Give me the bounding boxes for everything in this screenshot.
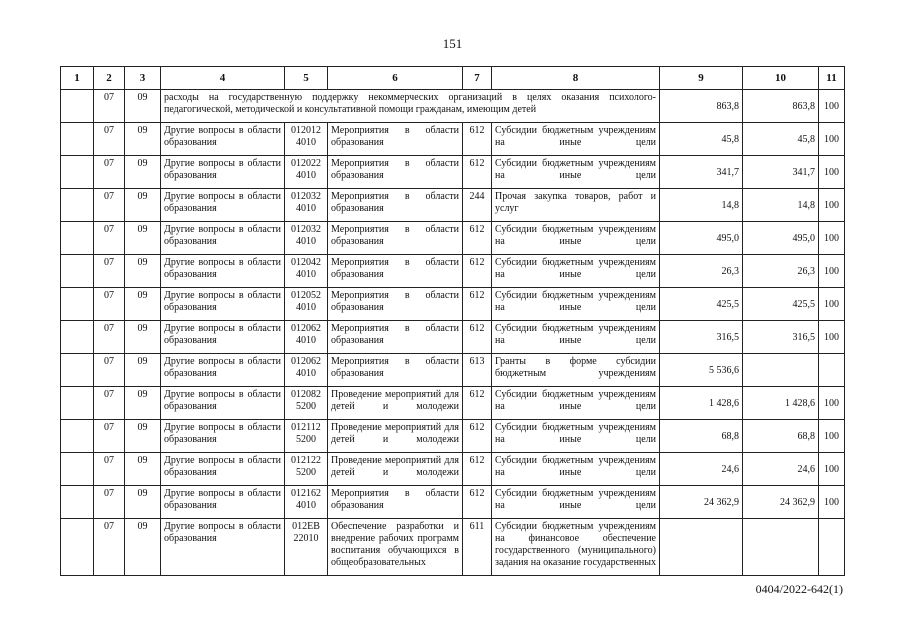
cell-c5-line2: 4010 bbox=[296, 302, 316, 313]
cell-c5 bbox=[285, 288, 328, 321]
cell-c5 bbox=[285, 354, 328, 387]
header-col-4: 4 bbox=[161, 67, 285, 90]
cell-c5-line1: 012112 bbox=[291, 422, 321, 433]
cell-c1 bbox=[61, 288, 94, 321]
cell-c1 bbox=[61, 387, 94, 420]
cell-c2: 07 bbox=[94, 519, 125, 576]
cell-c2: 07 bbox=[94, 156, 125, 189]
cell-c10: 495,0 bbox=[743, 222, 819, 255]
cell-c5 bbox=[285, 255, 328, 288]
cell-c9: 341,7 bbox=[660, 156, 743, 189]
cell-c1 bbox=[61, 321, 94, 354]
cell-c10 bbox=[743, 519, 819, 576]
cell-c9: 14,8 bbox=[660, 189, 743, 222]
header-col-5: 5 bbox=[285, 67, 328, 90]
cell-c3: 09 bbox=[125, 387, 161, 420]
cell-c6: Мероприятия в области образования bbox=[328, 288, 463, 321]
cell-c8: Субсидии бюджетным учреждениям на иные цели bbox=[492, 156, 660, 189]
cell-c2: 07 bbox=[94, 387, 125, 420]
cell-c8: Субсидии бюджетным учреждениям на иные цели bbox=[492, 486, 660, 519]
table-row bbox=[61, 123, 845, 156]
cell-c10: 24 362,9 bbox=[743, 486, 819, 519]
table-row bbox=[61, 420, 845, 453]
cell-c11 bbox=[819, 519, 845, 576]
cell-c2: 07 bbox=[94, 123, 125, 156]
cell-c6: Мероприятия в области образования bbox=[328, 222, 463, 255]
header-col-7: 7 bbox=[463, 67, 492, 90]
cell-c5 bbox=[285, 222, 328, 255]
cell-c4: Другие вопросы в области образования bbox=[161, 255, 285, 288]
cell-c3: 09 bbox=[125, 189, 161, 222]
cell-c2: 07 bbox=[94, 486, 125, 519]
cell-c3: 09 bbox=[125, 255, 161, 288]
cell-c9: 45,8 bbox=[660, 123, 743, 156]
cell-c11: 100 bbox=[819, 453, 845, 486]
cell-c6: Обеспечение разработки и внедрение рабочих программ воспитания обучающихся в общеобразовательных bbox=[328, 519, 463, 576]
cell-c6: Мероприятия в области образования bbox=[328, 156, 463, 189]
header-col-9: 9 bbox=[660, 67, 743, 90]
cell-c2: 07 bbox=[94, 189, 125, 222]
table-row bbox=[61, 354, 845, 387]
cell-c10: 14,8 bbox=[743, 189, 819, 222]
cell-c5 bbox=[285, 387, 328, 420]
cell-c7: 612 bbox=[463, 255, 492, 288]
cell-c1 bbox=[61, 420, 94, 453]
cell-c3: 09 bbox=[125, 453, 161, 486]
cell-c5-line1: 012122 bbox=[291, 455, 321, 466]
cell-c11: 100 bbox=[819, 486, 845, 519]
cell-c5-line2: 5200 bbox=[296, 434, 316, 445]
cell-c6: Мероприятия в области образования bbox=[328, 189, 463, 222]
cell-c10: 45,8 bbox=[743, 123, 819, 156]
cell-c2: 07 bbox=[94, 420, 125, 453]
cell-c6: Проведение мероприятий для детей и молодежи bbox=[328, 420, 463, 453]
table-row bbox=[61, 453, 845, 486]
cell-c5-line2: 4010 bbox=[296, 335, 316, 346]
table-row bbox=[61, 222, 845, 255]
cell-c11: 100 bbox=[819, 222, 845, 255]
cell-c2: 07 bbox=[94, 90, 125, 123]
cell-c4: Другие вопросы в области образования bbox=[161, 123, 285, 156]
cell-c5 bbox=[285, 189, 328, 222]
table-row bbox=[61, 288, 845, 321]
cell-c10: 863,8 bbox=[743, 90, 819, 123]
cell-c3: 09 bbox=[125, 222, 161, 255]
cell-c9: 495,0 bbox=[660, 222, 743, 255]
cell-c8: Субсидии бюджетным учреждениям на иные цели bbox=[492, 123, 660, 156]
table-row bbox=[61, 156, 845, 189]
cell-c8: Субсидии бюджетным учреждениям на иные цели bbox=[492, 321, 660, 354]
cell-c1 bbox=[61, 519, 94, 576]
budget-table bbox=[60, 66, 845, 576]
cell-c5-line2: 4010 bbox=[296, 137, 316, 148]
cell-c11: 100 bbox=[819, 189, 845, 222]
cell-c5-line2: 4010 bbox=[296, 203, 316, 214]
cell-c4: Другие вопросы в области образования bbox=[161, 321, 285, 354]
cell-c1 bbox=[61, 222, 94, 255]
cell-c4: Другие вопросы в области образования bbox=[161, 387, 285, 420]
header-col-1: 1 bbox=[61, 67, 94, 90]
cell-c5 bbox=[285, 321, 328, 354]
cell-c1 bbox=[61, 453, 94, 486]
cell-c9 bbox=[660, 519, 743, 576]
cell-c9: 863,8 bbox=[660, 90, 743, 123]
cell-c4: Другие вопросы в области образования bbox=[161, 222, 285, 255]
cell-c5 bbox=[285, 486, 328, 519]
cell-c5-line1: 012042 bbox=[291, 257, 321, 268]
cell-c6: Проведение мероприятий для детей и молодежи bbox=[328, 453, 463, 486]
cell-c3: 09 bbox=[125, 354, 161, 387]
cell-c6: Мероприятия в области образования bbox=[328, 123, 463, 156]
cell-c10: 24,6 bbox=[743, 453, 819, 486]
cell-c6: Мероприятия в области образования bbox=[328, 486, 463, 519]
cell-c2: 07 bbox=[94, 354, 125, 387]
cell-c4: Другие вопросы в области образования bbox=[161, 420, 285, 453]
cell-c1 bbox=[61, 189, 94, 222]
cell-c10: 1 428,6 bbox=[743, 387, 819, 420]
header-col-6: 6 bbox=[328, 67, 463, 90]
cell-c8: Субсидии бюджетным учреждениям на иные цели bbox=[492, 453, 660, 486]
cell-c7: 612 bbox=[463, 222, 492, 255]
cell-c5-line1: 012052 bbox=[291, 290, 321, 301]
cell-c6: Мероприятия в области образования bbox=[328, 354, 463, 387]
cell-c2: 07 bbox=[94, 321, 125, 354]
cell-c9: 24,6 bbox=[660, 453, 743, 486]
cell-c5-line1: 012EB bbox=[292, 521, 320, 532]
cell-c3: 09 bbox=[125, 321, 161, 354]
cell-c7: 612 bbox=[463, 156, 492, 189]
cell-c5-line1: 012012 bbox=[291, 125, 321, 136]
cell-c5-line2: 22010 bbox=[293, 533, 319, 544]
header-col-3: 3 bbox=[125, 67, 161, 90]
cell-c11: 100 bbox=[819, 255, 845, 288]
cell-c7: 611 bbox=[463, 519, 492, 576]
header-col-10: 10 bbox=[743, 67, 819, 90]
cell-c10 bbox=[743, 354, 819, 387]
cell-c5-line1: 012032 bbox=[291, 224, 321, 235]
cell-c7: 612 bbox=[463, 288, 492, 321]
cell-c5 bbox=[285, 123, 328, 156]
cell-c9: 425,5 bbox=[660, 288, 743, 321]
cell-c1 bbox=[61, 255, 94, 288]
cell-c11: 100 bbox=[819, 123, 845, 156]
cell-c4: Другие вопросы в области образования bbox=[161, 189, 285, 222]
table-row bbox=[61, 486, 845, 519]
cell-c3: 09 bbox=[125, 519, 161, 576]
cell-c7: 612 bbox=[463, 123, 492, 156]
cell-c5 bbox=[285, 420, 328, 453]
cell-c11 bbox=[819, 354, 845, 387]
table-row bbox=[61, 189, 845, 222]
cell-c3: 09 bbox=[125, 486, 161, 519]
cell-c10: 316,5 bbox=[743, 321, 819, 354]
cell-c7: 244 bbox=[463, 189, 492, 222]
cell-c8: Прочая закупка товаров, работ и услуг bbox=[492, 189, 660, 222]
cell-c9: 26,3 bbox=[660, 255, 743, 288]
cell-c4: Другие вопросы в области образования bbox=[161, 354, 285, 387]
cell-c8: Субсидии бюджетным учреждениям на иные цели bbox=[492, 288, 660, 321]
cell-c3: 09 bbox=[125, 123, 161, 156]
header-row bbox=[61, 67, 845, 90]
cell-c8: Субсидии бюджетным учреждениям на иные цели bbox=[492, 222, 660, 255]
cell-c5-line1: 012032 bbox=[291, 191, 321, 202]
cell-c5-line2: 4010 bbox=[296, 500, 316, 511]
cell-c8: Субсидии бюджетным учреждениям на иные цели bbox=[492, 420, 660, 453]
cell-c5 bbox=[285, 156, 328, 189]
cell-c11: 100 bbox=[819, 387, 845, 420]
cell-c4: Другие вопросы в области образования bbox=[161, 486, 285, 519]
cell-c7: 612 bbox=[463, 387, 492, 420]
cell-c5 bbox=[285, 453, 328, 486]
cell-c4: Другие вопросы в области образования bbox=[161, 453, 285, 486]
header-col-11: 11 bbox=[819, 67, 845, 90]
table-row bbox=[61, 387, 845, 420]
cell-c7: 612 bbox=[463, 420, 492, 453]
cell-c6: Проведение мероприятий для детей и молодежи bbox=[328, 387, 463, 420]
cell-c4: Другие вопросы в области образования bbox=[161, 519, 285, 576]
cell-c5-line1: 012082 bbox=[291, 389, 321, 400]
cell-c2: 07 bbox=[94, 222, 125, 255]
cell-c9: 68,8 bbox=[660, 420, 743, 453]
header-col-8: 8 bbox=[492, 67, 660, 90]
cell-c5-line2: 4010 bbox=[296, 269, 316, 280]
cell-c7: 612 bbox=[463, 486, 492, 519]
cell-c2: 07 bbox=[94, 288, 125, 321]
cell-c6: Мероприятия в области образования bbox=[328, 255, 463, 288]
cell-c4: Другие вопросы в области образования bbox=[161, 288, 285, 321]
cell-c5-line2: 5200 bbox=[296, 401, 316, 412]
header-col-2: 2 bbox=[94, 67, 125, 90]
cell-c1 bbox=[61, 486, 94, 519]
cell-c10: 341,7 bbox=[743, 156, 819, 189]
cell-c5-line1: 012062 bbox=[291, 356, 321, 367]
cell-c8: Субсидии бюджетным учреждениям на финансовое обеспечение государственного (муниципального) задания на оказание государственных bbox=[492, 519, 660, 576]
cell-description: расходы на государственную поддержку некоммерческих организаций в целях оказания психолого-педагогической, методической и консультативной помощи гражданам, имеющим детей bbox=[161, 90, 660, 123]
cell-c5-line1: 012022 bbox=[291, 158, 321, 169]
cell-c5-line2: 4010 bbox=[296, 170, 316, 181]
cell-c3: 09 bbox=[125, 156, 161, 189]
cell-c5-line2: 4010 bbox=[296, 368, 316, 379]
cell-c11: 100 bbox=[819, 420, 845, 453]
cell-c11: 100 bbox=[819, 156, 845, 189]
table-row bbox=[61, 519, 845, 576]
cell-c5 bbox=[285, 519, 328, 576]
table-row bbox=[61, 321, 845, 354]
cell-c5-line1: 012062 bbox=[291, 323, 321, 334]
cell-c1 bbox=[61, 354, 94, 387]
cell-c11: 100 bbox=[819, 288, 845, 321]
cell-c7: 612 bbox=[463, 453, 492, 486]
cell-c9: 24 362,9 bbox=[660, 486, 743, 519]
cell-c10: 68,8 bbox=[743, 420, 819, 453]
cell-c2: 07 bbox=[94, 255, 125, 288]
cell-c8: Субсидии бюджетным учреждениям на иные цели bbox=[492, 255, 660, 288]
cell-c3: 09 bbox=[125, 90, 161, 123]
cell-c1 bbox=[61, 90, 94, 123]
cell-c1 bbox=[61, 123, 94, 156]
cell-c3: 09 bbox=[125, 420, 161, 453]
cell-c9: 1 428,6 bbox=[660, 387, 743, 420]
cell-c10: 425,5 bbox=[743, 288, 819, 321]
cell-c10: 26,3 bbox=[743, 255, 819, 288]
cell-c9: 316,5 bbox=[660, 321, 743, 354]
cell-c7: 612 bbox=[463, 321, 492, 354]
cell-c1 bbox=[61, 156, 94, 189]
cell-c7: 613 bbox=[463, 354, 492, 387]
cell-c2: 07 bbox=[94, 453, 125, 486]
cell-c5-line1: 012162 bbox=[291, 488, 321, 499]
cell-c11: 100 bbox=[819, 90, 845, 123]
table-row bbox=[61, 90, 845, 123]
cell-c4: Другие вопросы в области образования bbox=[161, 156, 285, 189]
document-code: 0404/2022-642(1) bbox=[755, 582, 843, 596]
cell-c11: 100 bbox=[819, 321, 845, 354]
cell-c9: 5 536,6 bbox=[660, 354, 743, 387]
cell-c5-line2: 4010 bbox=[296, 236, 316, 247]
cell-c6: Мероприятия в области образования bbox=[328, 321, 463, 354]
cell-c5-line2: 5200 bbox=[296, 467, 316, 478]
cell-c3: 09 bbox=[125, 288, 161, 321]
cell-c8: Гранты в форме субсидии бюджетным учреждениям bbox=[492, 354, 660, 387]
table-row bbox=[61, 255, 845, 288]
page-number: 151 bbox=[442, 36, 463, 51]
cell-c8: Субсидии бюджетным учреждениям на иные цели bbox=[492, 387, 660, 420]
